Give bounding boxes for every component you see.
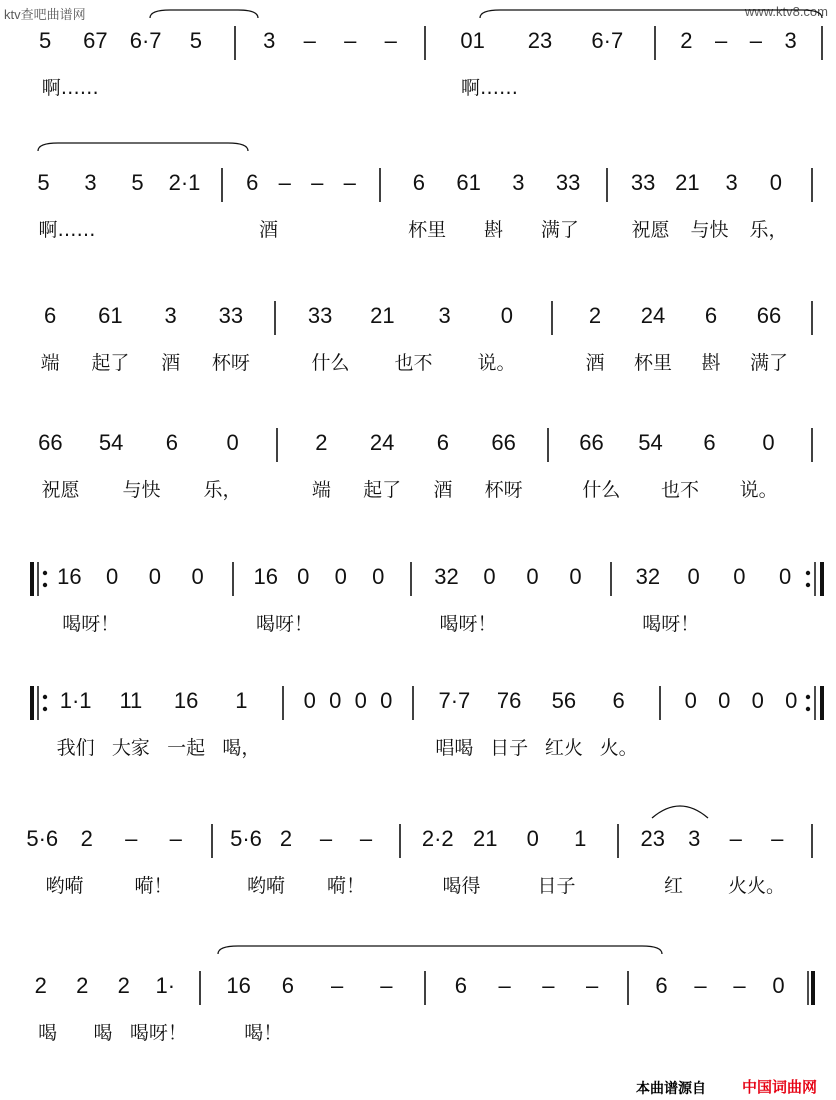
note-token: 0 <box>772 973 785 998</box>
note-token: 0 <box>334 564 347 589</box>
lyric-word: 满了 <box>749 352 789 374</box>
lyric-word: 乐， <box>203 479 242 501</box>
note-token: 0 <box>226 430 239 455</box>
note-token: 66 <box>756 303 782 328</box>
note-token: 3 <box>725 170 738 195</box>
note-token: 6 <box>436 430 449 455</box>
note-token: 0 <box>526 564 539 589</box>
lyric-word: 酒 <box>585 352 605 374</box>
note-token: 2 <box>680 28 693 53</box>
note-token: 7·7 <box>438 688 471 713</box>
lyric-word: 日子 <box>490 737 529 759</box>
note-token: 33 <box>630 170 656 195</box>
note-token: 5 <box>39 28 52 53</box>
note-token: 0 <box>785 688 798 713</box>
lyric-word: 喝！ <box>244 1022 283 1044</box>
note-token: 21 <box>675 170 700 195</box>
lyric-word: 也不 <box>660 479 700 501</box>
note-token: 0 <box>329 688 342 713</box>
slur-line <box>480 10 822 18</box>
note-token: 66 <box>579 430 604 455</box>
note-token: 66 <box>38 430 63 455</box>
lyric-word: 祝愿 <box>631 219 670 241</box>
lyric-word: 喝 <box>93 1022 113 1044</box>
note-token: 21 <box>473 826 498 851</box>
note-token: 1 <box>574 826 587 851</box>
note-token: – <box>278 170 291 195</box>
repeat-dot <box>806 583 810 587</box>
note-token: – <box>380 973 393 998</box>
lyric-word: 哟嗬 <box>45 875 84 897</box>
note-token: 0 <box>718 688 731 713</box>
lyric-word: 祝愿 <box>41 479 80 501</box>
note-token: 5 <box>131 170 144 195</box>
note-token: 23 <box>527 28 553 53</box>
note-token: 33 <box>307 303 333 328</box>
lyric-word: 喝得 <box>442 875 481 897</box>
note-token: 0 <box>483 564 496 589</box>
lyric-word: 啊…… <box>41 77 99 99</box>
note-token: 66 <box>491 430 516 455</box>
note-token: 6 <box>655 973 668 998</box>
note-token: 76 <box>496 688 522 713</box>
note-token: 0 <box>148 564 161 589</box>
note-token: 2 <box>315 430 328 455</box>
tie-arc <box>652 806 708 818</box>
note-token: 6 <box>246 170 259 195</box>
note-token: 6 <box>704 303 718 328</box>
slur-line <box>38 143 248 151</box>
lyric-word: 酒 <box>433 479 453 501</box>
note-token: – <box>359 826 373 851</box>
note-token: 5 <box>189 28 202 53</box>
watermark-right: www.ktv8.com <box>744 4 828 19</box>
note-token: 6 <box>612 688 625 713</box>
note-token: 3 <box>164 303 177 328</box>
lyric-word: 啊…… <box>38 219 96 241</box>
note-token: 0 <box>380 688 393 713</box>
note-token: 2 <box>279 826 293 851</box>
note-token: 0 <box>769 170 782 195</box>
note-token: 2 <box>80 826 93 851</box>
note-token: 2 <box>117 973 130 998</box>
note-token: 0 <box>372 564 385 589</box>
note-token: 61 <box>456 170 481 195</box>
note-token: – <box>169 826 182 851</box>
note-token: 0 <box>526 826 539 851</box>
note-token: 32 <box>434 564 459 589</box>
note-token: 3 <box>438 303 451 328</box>
note-token: 2·1 <box>168 170 201 195</box>
note-token: 32 <box>635 564 661 589</box>
lyric-word: 火火。 <box>727 875 786 897</box>
note-token: 1· <box>155 973 176 998</box>
lyric-word: 一起 <box>167 737 206 759</box>
note-token: – <box>749 28 762 53</box>
note-token: – <box>715 28 728 53</box>
note-token: 6 <box>281 973 294 998</box>
note-token: 0 <box>687 564 700 589</box>
note-token: 6 <box>454 973 467 998</box>
repeat-dot <box>43 707 47 711</box>
note-token: 3 <box>784 28 797 53</box>
note-token: – <box>331 973 344 998</box>
lyric-word: 与快 <box>690 219 729 241</box>
note-token: 01 <box>460 28 485 53</box>
note-token: – <box>542 973 555 998</box>
note-token: 56 <box>551 688 577 713</box>
lyric-word: 日子 <box>537 875 576 897</box>
note-token: – <box>586 973 599 998</box>
lyric-word: 嗬！ <box>134 875 173 897</box>
note-token: 0 <box>684 688 697 713</box>
note-token: 54 <box>638 430 663 455</box>
note-token: 1 <box>235 688 248 713</box>
note-token: 11 <box>119 688 143 713</box>
note-token: – <box>771 826 784 851</box>
lyric-word: 喝呀！ <box>642 613 700 635</box>
lyric-word: 嗬！ <box>326 875 366 897</box>
note-token: 5·6 <box>26 826 59 851</box>
lyric-word: 红 <box>663 875 684 897</box>
note-token: 0 <box>779 564 792 589</box>
note-token: – <box>733 973 746 998</box>
note-token: 3 <box>263 28 276 53</box>
note-token: 16 <box>57 564 82 589</box>
lyric-word: 杯呀 <box>484 479 523 501</box>
note-token: 0 <box>297 564 310 589</box>
lyric-word: 我们 <box>56 737 95 759</box>
note-token: 16 <box>173 688 199 713</box>
note-token: 0 <box>106 564 119 589</box>
lyric-word: 红火 <box>544 737 583 759</box>
lyric-word: 杯里 <box>633 352 673 374</box>
repeat-dot <box>43 583 47 587</box>
note-token: 33 <box>555 170 581 195</box>
note-token: 2 <box>34 973 47 998</box>
note-token: 5 <box>37 170 50 195</box>
note-token: 6 <box>412 170 425 195</box>
note-token: 3 <box>512 170 525 195</box>
note-token: – <box>344 28 357 53</box>
note-token: 6 <box>703 430 716 455</box>
lyric-word: 喝呀！ <box>62 613 120 635</box>
note-token: – <box>303 28 316 53</box>
note-token: 6·7 <box>591 28 624 53</box>
lyric-word: 喝呀！ <box>255 613 314 635</box>
note-token: 21 <box>370 303 395 328</box>
lyric-word: 什么 <box>582 479 621 501</box>
slur-line <box>150 10 258 18</box>
lyric-word: 酒 <box>161 352 181 374</box>
note-token: – <box>694 973 707 998</box>
repeat-dot <box>43 695 47 699</box>
lyric-word: 喝呀！ <box>129 1022 187 1044</box>
lyric-word: 大家 <box>111 737 150 759</box>
note-token: 16 <box>253 564 278 589</box>
note-token: 0 <box>191 564 204 589</box>
note-token: 0 <box>751 688 764 713</box>
note-token: 24 <box>640 303 666 328</box>
lyric-word: 哟嗬 <box>246 875 286 897</box>
note-token: 23 <box>640 826 665 851</box>
lyric-word: 杯里 <box>408 219 447 241</box>
lyric-word: 喝呀！ <box>439 613 497 635</box>
lyric-word: 什么 <box>311 352 350 374</box>
slur-line <box>218 946 662 954</box>
note-token: 2 <box>76 973 89 998</box>
note-token: 0 <box>354 688 367 713</box>
lyric-word: 唱喝 <box>435 737 474 759</box>
note-token: – <box>319 826 333 851</box>
note-token: 3 <box>688 826 701 851</box>
note-token: 3 <box>84 170 97 195</box>
note-token: 6 <box>165 430 178 455</box>
repeat-dot <box>806 571 810 575</box>
source-site-link[interactable]: 中国词曲网 <box>742 1079 818 1096</box>
lyric-word: 杯呀 <box>211 352 250 374</box>
lyric-word: 火。 <box>599 737 638 759</box>
lyric-word: 斟 <box>483 219 504 241</box>
note-token: 0 <box>733 564 746 589</box>
lyric-word: 乐， <box>749 219 788 241</box>
note-token: 2 <box>588 303 602 328</box>
lyric-word: 斟 <box>701 352 721 374</box>
lyric-word: 喝， <box>222 737 261 759</box>
lyric-word: 与快 <box>122 479 161 501</box>
lyric-word: 说。 <box>739 479 778 501</box>
note-token: 33 <box>218 303 244 328</box>
lyric-word: 也不 <box>394 352 433 374</box>
note-token: 6·7 <box>129 28 162 53</box>
repeat-dot <box>806 707 810 711</box>
lyric-word: 起了 <box>363 479 402 501</box>
note-token: 2·2 <box>421 826 454 851</box>
note-token: – <box>311 170 324 195</box>
lyric-word: 满了 <box>540 219 579 241</box>
lyric-word: 说。 <box>477 352 516 374</box>
note-token: 24 <box>369 430 395 455</box>
note-token: – <box>343 170 356 195</box>
note-token: 0 <box>762 430 775 455</box>
note-token: 0 <box>500 303 513 328</box>
note-token: 61 <box>98 303 123 328</box>
note-token: – <box>498 973 511 998</box>
note-token: 16 <box>226 973 251 998</box>
note-token: 1·1 <box>59 688 92 713</box>
lyric-word: 端 <box>40 352 60 374</box>
lyric-word: 啊…… <box>460 77 519 99</box>
source-label: 本曲谱源自 <box>636 1080 706 1096</box>
repeat-dot <box>43 571 47 575</box>
note-token: – <box>125 826 138 851</box>
note-token: – <box>729 826 742 851</box>
lyric-word: 酒 <box>258 219 279 241</box>
note-token: 5·6 <box>230 826 262 851</box>
note-token: 0 <box>569 564 582 589</box>
note-token: 0 <box>303 688 316 713</box>
note-token: 67 <box>83 28 108 53</box>
watermark-left: ktv查吧曲谱网 <box>4 7 86 22</box>
note-token: 6 <box>44 303 57 328</box>
lyric-word: 端 <box>311 479 331 501</box>
note-token: 54 <box>98 430 124 455</box>
lyric-word: 起了 <box>91 352 130 374</box>
lyric-word: 喝 <box>38 1022 58 1044</box>
note-token: – <box>384 28 397 53</box>
repeat-dot <box>806 695 810 699</box>
